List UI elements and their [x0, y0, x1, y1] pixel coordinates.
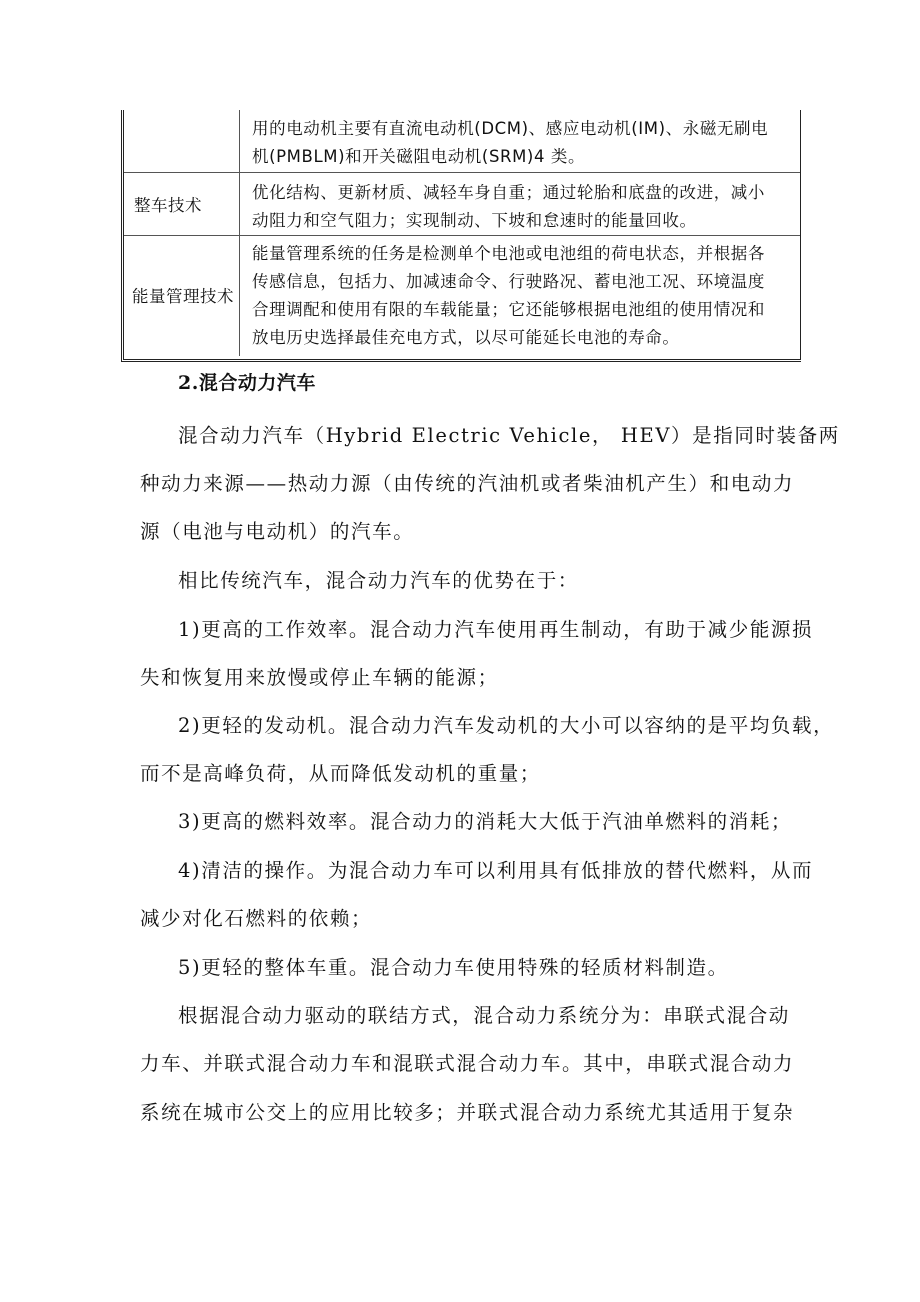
table-desc-cell: [242, 110, 801, 172]
table-desc-line: 用的电动机主要有直流电动机(DCM)、感应电动机(IM)、永磁无刷电: [252, 119, 769, 138]
table-desc-line: 机(PMBLM)和开关磁阻电动机(SRM)4 类。: [252, 147, 586, 166]
table-row: [124, 110, 801, 173]
tech-table: [121, 110, 801, 362]
paragraph-line: 源（电池与电动机）的汽车。: [140, 520, 415, 543]
paragraph-line: 混合动力汽车（Hybrid Electric Vehicle， HEV）是指同时装备两: [178, 424, 840, 447]
table-label-cell: 整车技术: [124, 173, 240, 235]
table-row: [124, 234, 801, 356]
paragraph-line: 5)更轻的整体车重。混合动力车使用特殊的轻质材料制造。: [178, 956, 729, 979]
paragraph-line: 失和恢复用来放慢或停止车辆的能源；: [140, 666, 499, 689]
table-desc-line: 放电历史选择最佳充电方式，以尽可能延长电池的寿命。: [252, 328, 680, 347]
table-label-cell: [124, 110, 240, 172]
section-heading: 2.混合动力汽车: [178, 372, 316, 394]
table-desc-line: 能量管理系统的任务是检测单个电池或电池组的荷电状态，并根据各: [252, 244, 765, 263]
paragraph-line: 3)更高的燃料效率。混合动力的消耗大大低于汽油单燃料的消耗；: [178, 810, 793, 833]
paragraph-line: 减少对化石燃料的依赖；: [140, 907, 373, 930]
paragraph-line: 而不是高峰负荷，从而降低发动机的重量；: [140, 762, 541, 785]
table-label-cell: 能量管理技术: [124, 234, 240, 356]
table-desc-cell: [242, 173, 801, 235]
paragraph-line: 种动力来源——热动力源（由传统的汽油机或者柴油机产生）和电动力: [140, 472, 795, 495]
table-desc-line: 优化结构、更新材质、减轻车身自重；通过轮胎和底盘的改进，减小: [252, 183, 765, 202]
table-desc-line: 传感信息，包括力、加减速命令、行驶路况、蓄电池工况、环境温度: [252, 272, 765, 291]
paragraph-line: 系统在城市公交上的应用比较多；并联式混合动力系统尤其适用于复杂: [140, 1101, 795, 1124]
table-row: [124, 172, 801, 236]
table-desc-cell: [242, 234, 801, 356]
table-desc-line: 动阻力和空气阻力；实现制动、下坡和怠速时的能量回收。: [252, 211, 697, 230]
paragraph-line: 相比传统汽车，混合动力汽车的优势在于：: [178, 569, 579, 592]
paragraph-line: 4)清洁的操作。为混合动力车可以利用具有低排放的替代燃料，从而: [178, 859, 814, 882]
paragraph-line: 1)更高的工作效率。混合动力汽车使用再生制动，有助于减少能源损: [178, 618, 814, 641]
paragraph-line: 力车、并联式混合动力车和混联式混合动力车。其中，串联式混合动力: [140, 1052, 795, 1075]
paragraph-line: 根据混合动力驱动的联结方式，混合动力系统分为：串联式混合动: [178, 1004, 790, 1027]
table-desc-line: 合理调配和使用有限的车载能量；它还能够根据电池组的使用情况和: [252, 300, 765, 319]
paragraph-line: 2)更轻的发动机。混合动力汽车发动机的大小可以容纳的是平均负载，: [178, 714, 835, 737]
